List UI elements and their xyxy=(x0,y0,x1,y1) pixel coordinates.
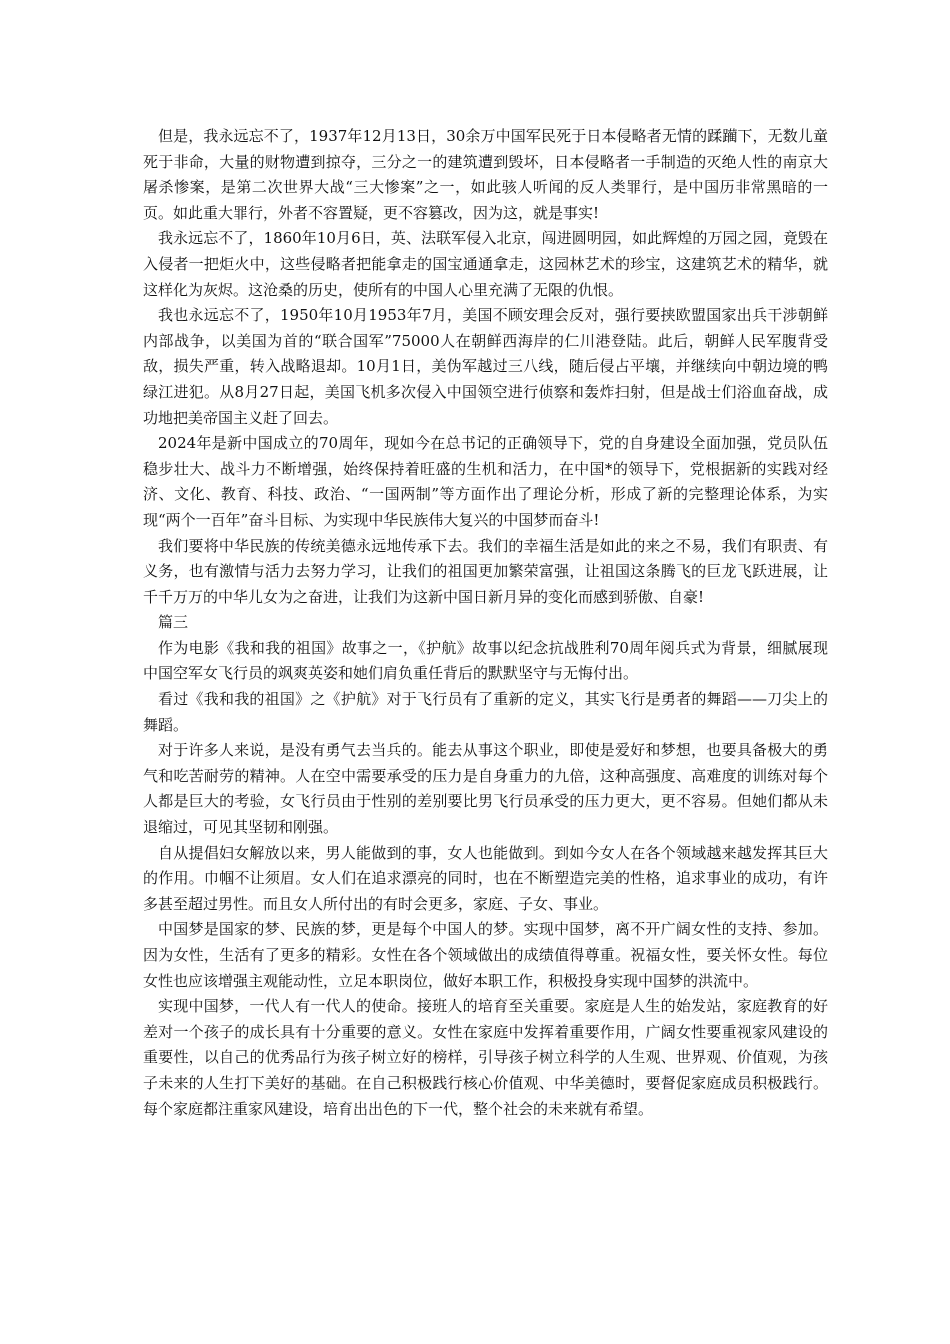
paragraph-70th-anniversary: 2024年是新中国成立的70周年，现如今在总书记的正确领导下，党的自身建设全面加强，党员队伍稳步壮大、战斗力不断增强，始终保持着旺盛的生机和活力，在中国*的领导下，党根据新的实践对经济、文化、教育、科技、政治、“一国两制”等方面作出了理论分析，形成了新的完整理论体系，为实现“两个一百年”奋斗目标、为实现中华民族伟大复兴的中国梦而奋斗! xyxy=(143,434,828,529)
paragraph-family-education: 实现中国梦，一代人有一代人的使命。接班人的培育至关重要。家庭是人生的始发站，家庭教育的好差对一个孩子的成长具有十分重要的意义。女性在家庭中发挥着重要作用，广阔女性要重视家风建设的重要性，以自己的优秀品行为孩子树立好的榜样，引导孩子树立科学的人生观、世界观、价值观，为孩子未来的人生打下美好的基础。在自己积极践行核心价值观、中华美德时，要督促家庭成员积极践行。每个家庭都注重家风建设，培育出出色的下一代，整个社会的未来就有希望。 xyxy=(143,997,828,1118)
paragraph-pilot-definition: 看过《我和我的祖国》之《护航》对于飞行员有了重新的定义，其实飞行是勇者的舞蹈——刀尖上的舞蹈。 xyxy=(143,690,828,734)
paragraph-korean-war: 我也永远忘不了，1950年10月1953年7月，美国不顾安理会反对，强行要挟欧盟国家出兵干涉朝鲜内部战争，以美国为首的“联合国军”75000人在朝鲜西海岸的仁川港登陆。此后，朝鲜人民军腹背受敌，损失严重，转入战略退却。10月1日，美伪军越过三八线，随后侵占平壤，并继续向中朝边境的鸭绿江进犯。从8月27日起，美国飞机多次侵入中国领空进行侦察和轰炸扫射，但是战士们浴血奋战，成功地把美帝国主义赶了回去。 xyxy=(143,306,828,427)
paragraph-courage: 对于许多人来说，是没有勇气去当兵的。能去从事这个职业，即使是爱好和梦想，也要具备极大的勇气和吃苦耐劳的精神。人在空中需要承受的压力是自身重力的九倍，这种高强度、高难度的训练对每个人都是巨大的考验，女飞行员由于性别的差别要比男飞行员承受的压力更大，更不容易。但她们都从未退缩过，可见其坚韧和刚强。 xyxy=(143,741,828,837)
paragraph-yuanmingyuan: 我永远忘不了，1860年10月6日，英、法联军侵入北京，闯进圆明园，如此辉煌的万园之园，竟毁在入侵者一把炬火中，这些侵略者把能拿走的国宝通通拿走，这园林艺术的珍宝，这建筑艺术的精华，就这样化为灰烬。这沧桑的历史，使所有的中国人心里充满了无限的仇恨。 xyxy=(143,229,828,299)
paragraph-nanjing-massacre: 但是，我永远忘不了，1937年12月13日，30余万中国军民死于日本侵略者无情的蹂躏下，无数儿童死于非命，大量的财物遭到掠夺，三分之一的建筑遭到毁坏，日本侵略者一手制造的灭绝人性的南京大屠杀惨案，是第二次世界大战“三大惨案”之一，如此骇人听闻的反人类罪行，是中国历非常黑暗的一页。如此重大罪行，外者不容置疑，更不容篡改，因为这，就是事实! xyxy=(143,127,828,222)
paragraph-women-liberation: 自从提倡妇女解放以来，男人能做到的事，女人也能做到。到如今女人在各个领域越来越发挥其巨大的作用。巾帼不让须眉。女人们在追求漂亮的同时，也在不断塑造完美的性格，追求事业的成功，有许多甚至超过男性。而且女人所付出的有时会更多，家庭、子女、事业。 xyxy=(143,843,828,913)
paragraph-chinese-dream: 中国梦是国家的梦、民族的梦，更是每个中国人的梦。实现中国梦，离不开广阔女性的支持、参加。因为女性，生活有了更多的精彩。女性在各个领域做出的成绩值得尊重。祝福女性，要关怀女性。每位女性也应该增强主观能动性，立足本职岗位，做好本职工作，积极投身实现中国梦的洪流中。 xyxy=(143,920,828,990)
section-heading-part-three: 篇三 xyxy=(158,613,189,632)
paragraph-film-escort: 作为电影《我和我的祖国》故事之一，《护航》故事以纪念抗战胜利70周年阅兵式为背景，细腻展现中国空军女飞行员的飒爽英姿和她们肩负重任背后的默默坚守与无悔付出。 xyxy=(143,638,828,683)
document-body xyxy=(143,124,828,1122)
paragraph-traditional-virtues: 我们要将中华民族的传统美德永远地传承下去。我们的幸福生活是如此的来之不易，我们有职责、有义务，也有激情与活力去努力学习，让我们的祖国更加繁荣富强，让祖国这条腾飞的巨龙飞跃进展，让千千万万的中华儿女为之奋进，让我们为这新中国日新月异的变化而感到骄傲、自豪! xyxy=(143,536,828,606)
